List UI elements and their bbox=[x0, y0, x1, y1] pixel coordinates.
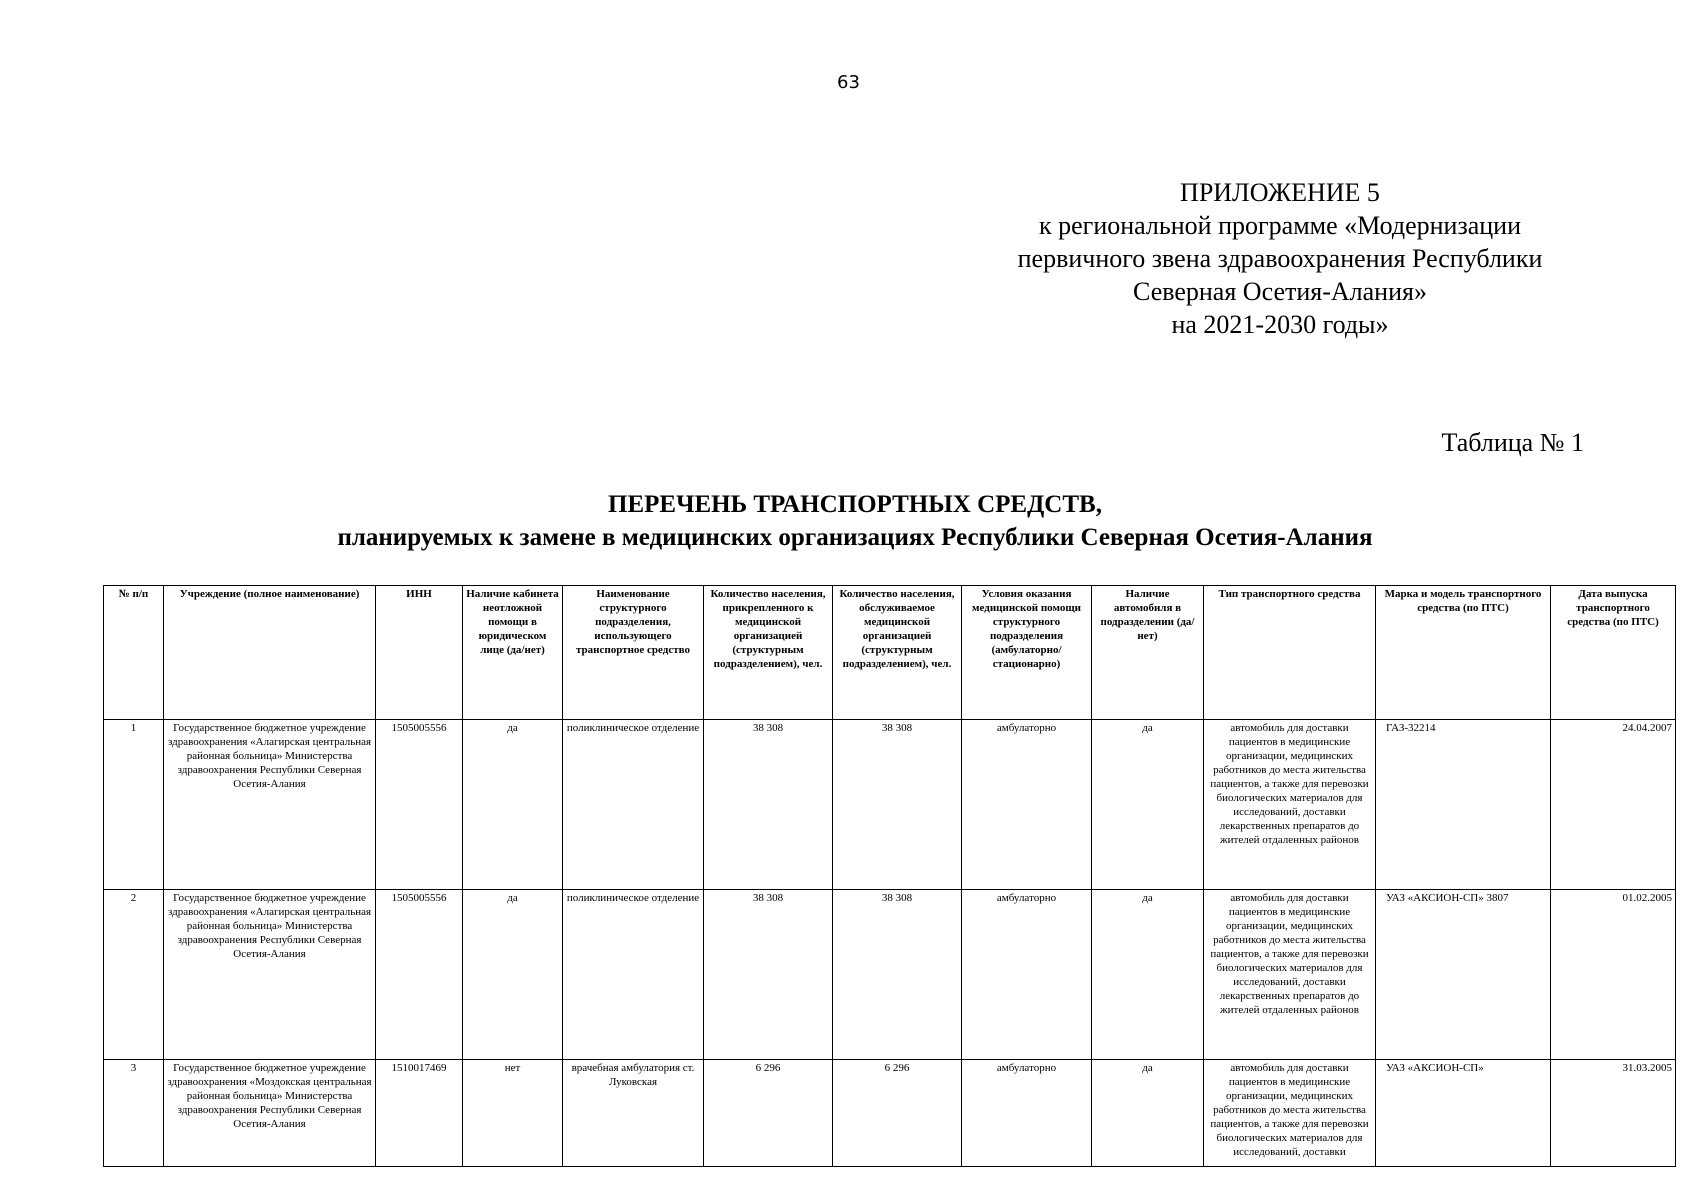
cell-attached: 38 308 bbox=[704, 720, 833, 890]
header-inn: ИНН bbox=[376, 586, 463, 720]
cell-release-date: 24.04.2007 bbox=[1551, 720, 1676, 890]
header-served-population: Количество населения, обслуживаемое медицинской организацией (структурным подразделением), чел. bbox=[833, 586, 962, 720]
appendix-line-4: Северная Осетия-Алания» bbox=[1133, 277, 1427, 306]
cell-vehicle-type: автомобиль для доставки пациентов в медицинские организации, медицинских работников до места жительства пациентов, а также для перевозки биологических материалов для исследований, доставки лекарственных препаратов до жителей отдаленных районов bbox=[1204, 890, 1376, 1060]
table-row bbox=[104, 890, 1676, 1060]
cell-urgent-care: да bbox=[463, 720, 563, 890]
header-vehicle-type: Тип транспортного средства bbox=[1204, 586, 1376, 720]
cell-institution: Государственное бюджетное учреждение здравоохранения «Алагирская центральная районная больница» Министерства здравоохранения Республики Северная Осетия-Алания bbox=[164, 890, 376, 1060]
cell-served: 38 308 bbox=[833, 890, 962, 1060]
cell-inn: 1505005556 bbox=[376, 890, 463, 1060]
cell-unit: врачебная амбулатория ст. Луковская bbox=[563, 1060, 704, 1167]
appendix-line-5: на 2021-2030 годы» bbox=[1171, 310, 1389, 339]
title-line-2: планируемых к замене в медицинских организациях Республики Северная Осетия-Алания bbox=[337, 524, 1373, 551]
cell-inn: 1505005556 bbox=[376, 720, 463, 890]
cell-model: УАЗ «АКСИОН-СП» 3807 bbox=[1376, 890, 1551, 1060]
cell-attached: 38 308 bbox=[704, 890, 833, 1060]
header-unit: Наименование структурного подразделения, использующего транспортное средство bbox=[563, 586, 704, 720]
cell-conditions: амбулаторно bbox=[962, 1060, 1092, 1167]
document-title bbox=[0, 488, 1697, 554]
title-line-1: ПЕРЕЧЕНЬ ТРАНСПОРТНЫХ СРЕДСТВ, bbox=[608, 491, 1102, 518]
cell-model: ГАЗ-32214 bbox=[1376, 720, 1551, 890]
cell-unit: поликлиническое отделение bbox=[563, 890, 704, 1060]
cell-has-vehicle: да bbox=[1092, 1060, 1204, 1167]
cell-unit: поликлиническое отделение bbox=[563, 720, 704, 890]
header-conditions: Условия оказания медицинской помощи структурного подразделения (амбулаторно/стационарно) bbox=[962, 586, 1092, 720]
cell-release-date: 31.03.2005 bbox=[1551, 1060, 1676, 1167]
cell-institution: Государственное бюджетное учреждение здравоохранения «Моздокская центральная районная больница» Министерства здравоохранения Республики Северная Осетия-Алания bbox=[164, 1060, 376, 1167]
appendix-header bbox=[960, 176, 1600, 341]
cell-vehicle-type: автомобиль для доставки пациентов в медицинские организации, медицинских работников до места жительства пациентов, а также для перевозки биологических материалов для исследований, доставки bbox=[1204, 1060, 1376, 1167]
cell-has-vehicle: да bbox=[1092, 890, 1204, 1060]
header-attached-population: Количество населения, прикрепленного к медицинской организацией (структурным подразделением), чел. bbox=[704, 586, 833, 720]
cell-urgent-care: да bbox=[463, 890, 563, 1060]
cell-attached: 6 296 bbox=[704, 1060, 833, 1167]
page-number: 63 bbox=[837, 72, 860, 93]
appendix-line-2: к региональной программе «Модернизации bbox=[1038, 211, 1522, 240]
cell-num: 3 bbox=[104, 1060, 164, 1167]
table-row bbox=[104, 1060, 1676, 1167]
cell-vehicle-type: автомобиль для доставки пациентов в медицинские организации, медицинских работников до места жительства пациентов, а также для перевозки биологических материалов для исследований, доставки лекарственных препаратов до жителей отдаленных районов bbox=[1204, 720, 1376, 890]
header-num: № п/п bbox=[104, 586, 164, 720]
appendix-line-3: первичного звена здравоохранения Республики bbox=[1017, 244, 1543, 273]
cell-inn: 1510017469 bbox=[376, 1060, 463, 1167]
cell-served: 6 296 bbox=[833, 1060, 962, 1167]
header-institution: Учреждение (полное наименование) bbox=[164, 586, 376, 720]
header-urgent-care: Наличие кабинета неотложной помощи в юридическом лице (да/нет) bbox=[463, 586, 563, 720]
header-model: Марка и модель транспортного средства (по ПТС) bbox=[1376, 586, 1551, 720]
cell-served: 38 308 bbox=[833, 720, 962, 890]
appendix-line-1: ПРИЛОЖЕНИЕ 5 bbox=[1180, 178, 1380, 207]
cell-release-date: 01.02.2005 bbox=[1551, 890, 1676, 1060]
header-has-vehicle: Наличие автомобиля в подразделении (да/нет) bbox=[1092, 586, 1204, 720]
table-header-row bbox=[104, 586, 1676, 720]
vehicles-table bbox=[103, 585, 1676, 1167]
cell-num: 1 bbox=[104, 720, 164, 890]
cell-institution: Государственное бюджетное учреждение здравоохранения «Алагирская центральная районная больница» Министерства здравоохранения Республики Северная Осетия-Алания bbox=[164, 720, 376, 890]
cell-has-vehicle: да bbox=[1092, 720, 1204, 890]
header-release-date: Дата выпуска транспортного средства (по ПТС) bbox=[1551, 586, 1676, 720]
cell-num: 2 bbox=[104, 890, 164, 1060]
cell-model: УАЗ «АКСИОН-СП» bbox=[1376, 1060, 1551, 1167]
table-label: Таблица № 1 bbox=[1441, 428, 1584, 457]
table-row bbox=[104, 720, 1676, 890]
cell-conditions: амбулаторно bbox=[962, 720, 1092, 890]
cell-conditions: амбулаторно bbox=[962, 890, 1092, 1060]
cell-urgent-care: нет bbox=[463, 1060, 563, 1167]
